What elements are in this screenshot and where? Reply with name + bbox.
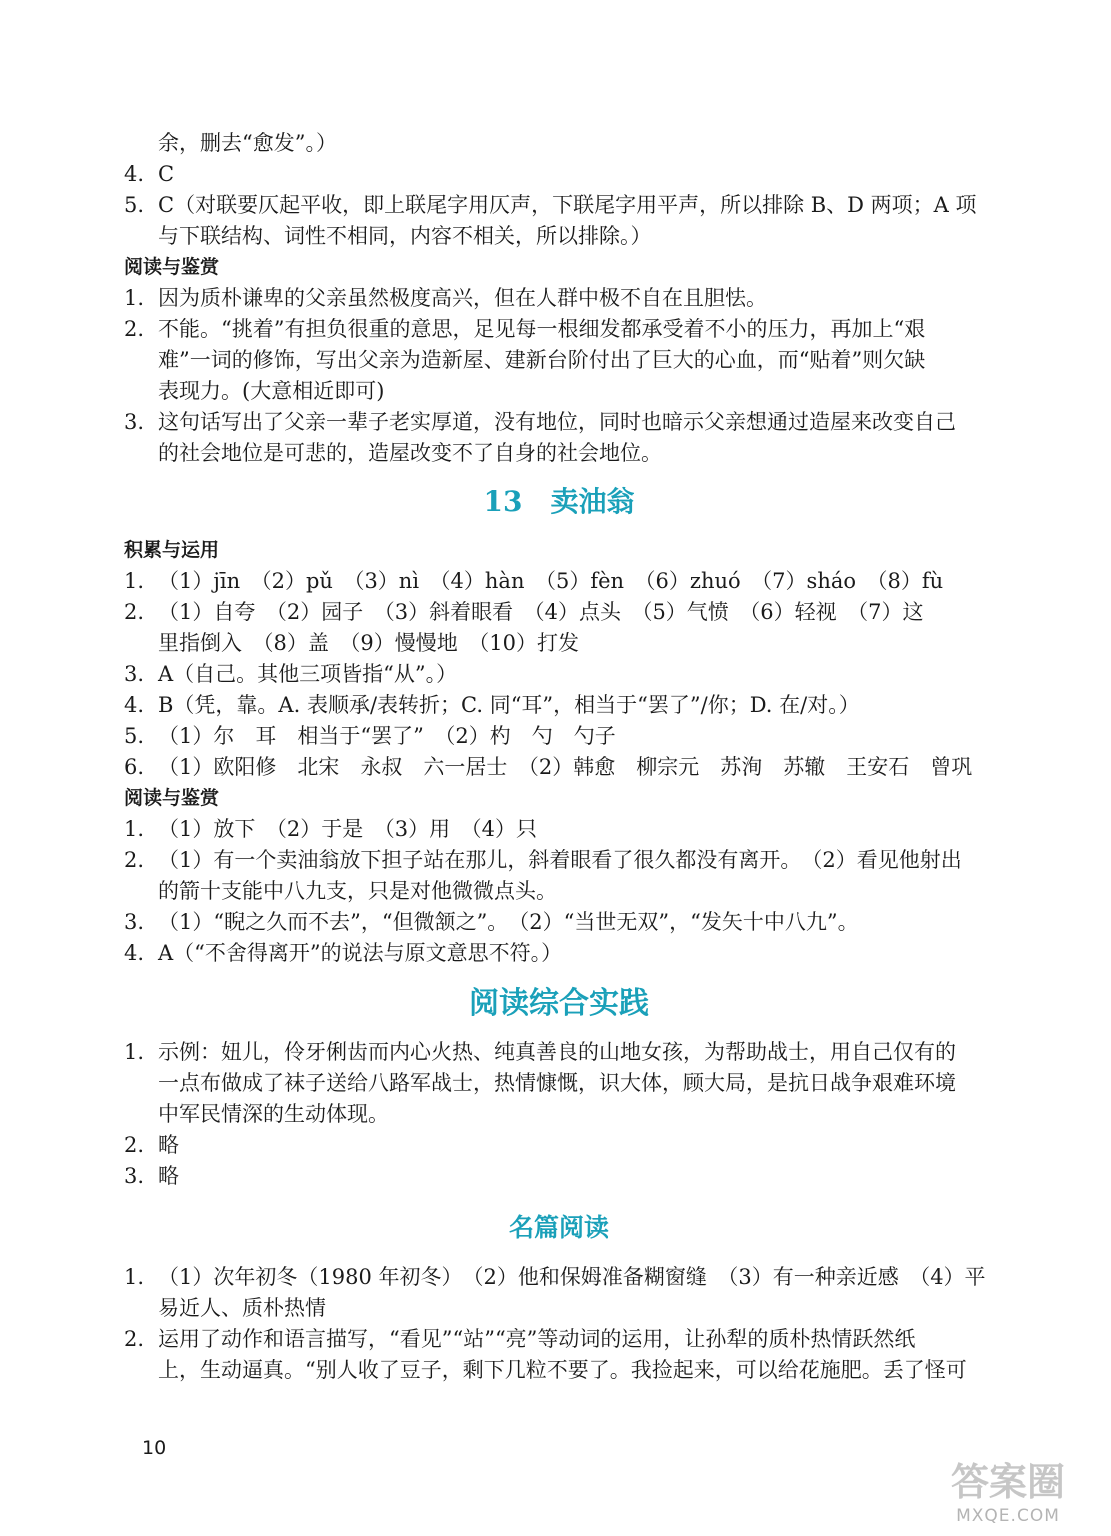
answer-text: A（“不舍得离开”的说法与原文意思不符。） [158, 941, 563, 965]
answer-line [124, 190, 994, 221]
answer-text: 中军民情深的生动体现。 [158, 1102, 389, 1126]
answer-text: （1）次年初冬（1980 年初冬） （2）他和保姆准备糊窗缝 （3）有一种亲近感 （4）平 [158, 1265, 986, 1289]
answer-line [124, 1130, 994, 1161]
answer-text: 这句话写出了父亲一辈子老实厚道，没有地位，同时也暗示父亲想通过造屋来改变自己 [158, 410, 956, 434]
answer-text: 不能。“挑着”有担负很重的意思，足见每一根细发都承受着不小的压力，再加上“艰 [158, 317, 926, 341]
item-number: 3. [124, 662, 145, 686]
reading-answers [124, 283, 994, 469]
answer-text: （1）欧阳修 北宋 永叔 六一居士 （2）韩愈 柳宗元 苏洵 苏辙 王安石 曾巩 [158, 755, 973, 779]
answer-line [124, 1099, 994, 1130]
section-heading-accumulation: 积累与运用 [124, 539, 220, 561]
practice-answers [124, 1037, 994, 1192]
section-heading-reading-2: 阅读与鉴赏 [124, 787, 220, 809]
answer-line [124, 314, 994, 345]
answer-text: 的社会地位是可悲的，造屋改变不了自身的社会地位。 [158, 441, 662, 465]
practice-title: 阅读综合实践 [469, 986, 649, 1021]
item-number: 2. [124, 848, 145, 872]
answer-line [124, 845, 994, 876]
answer-line [124, 814, 994, 845]
answer-line [124, 1355, 994, 1386]
answer-text: （1）尔 耳 相当于“罢了” （2）杓 勺 勺子 [158, 724, 616, 748]
answer-line [124, 376, 994, 407]
item-number: 1. [124, 817, 145, 841]
answer-line [124, 1324, 994, 1355]
answer-line [124, 1068, 994, 1099]
famous-reading-title: 名篇阅读 [508, 1213, 609, 1242]
accumulation-answers [124, 566, 994, 783]
item-number: 3. [124, 910, 145, 934]
answer-text: B（凭，靠。A. 表顺承/表转折；C. 同“耳”，相当于“罢了”/你；D. 在/对。） [158, 693, 860, 717]
answer-line [124, 690, 994, 721]
item-number: 4. [124, 162, 145, 186]
watermark-logo-mark: 答案圈 [950, 1460, 1065, 1504]
answer-line [124, 938, 994, 969]
answer-text: 略 [158, 1164, 179, 1188]
answer-line [124, 876, 994, 907]
answer-line [124, 566, 994, 597]
answer-line [124, 721, 994, 752]
item-number: 3. [124, 1164, 145, 1188]
answer-text: （1）jīn （2）pǔ （3）nì （4）hàn （5）fèn （6）zhuó （7）sháo （8）fù [158, 569, 944, 593]
answer-line [124, 159, 994, 190]
answer-line [124, 597, 994, 628]
answer-line [124, 128, 994, 159]
answer-line [124, 283, 994, 314]
answer-line [124, 659, 994, 690]
answer-line [124, 628, 994, 659]
answer-text: 难”一词的修饰，写出父亲为造新屋、建新台阶付出了巨大的心血，而“贴着”则欠缺 [158, 348, 926, 372]
answer-line [124, 1262, 994, 1293]
item-number: 1. [124, 1265, 145, 1289]
answer-text: 因为质朴谦卑的父亲虽然极度高兴，但在人群中极不自在且胆怯。 [158, 286, 767, 310]
item-number: 6. [124, 755, 145, 779]
answer-text: （1）自夸 （2）园子 （3）斜着眼看 （4）点头 （5）气愤 （6）轻视 （7）这 [158, 600, 924, 624]
continued-answers [124, 128, 994, 252]
answer-line [124, 1293, 994, 1324]
item-number: 5. [124, 724, 145, 748]
item-number: 2. [124, 317, 145, 341]
lesson-title: 13 卖油翁 [483, 485, 635, 518]
answer-line [124, 345, 994, 376]
answer-text: （1）放下 （2）于是 （3）用 （4）只 [158, 817, 537, 841]
section-heading-reading: 阅读与鉴赏 [124, 256, 220, 278]
answer-text: A（自己。其他三项皆指“从”。） [158, 662, 458, 686]
item-number: 2. [124, 1327, 145, 1351]
answer-text: 运用了动作和语言描写，“看见”“站”“亮”等动词的运用，让孙犁的质朴热情跃然纸 [158, 1327, 916, 1351]
watermark-logo [928, 1460, 1088, 1530]
answer-text: （1）“睨之久而不去”，“但微颔之”。 （2）“当世无双”，“发矢十中八九”。 [158, 910, 859, 934]
item-number: 2. [124, 600, 145, 624]
answer-text: C（对联要仄起平收，即上联尾字用仄声，下联尾字用平声，所以排除 B、D 两项；A 项 [158, 193, 977, 217]
famous-reading-answers [124, 1262, 994, 1386]
item-number: 4. [124, 941, 145, 965]
answer-text: 上，生动逼真。“别人收了豆子，剩下几粒不要了。我捡起来，可以给花施肥。丢了怪可 [158, 1358, 967, 1382]
answer-text: 略 [158, 1133, 179, 1157]
answer-text: 易近人、质朴热情 [158, 1296, 326, 1320]
answer-line [124, 407, 994, 438]
answer-text: C [158, 162, 175, 186]
answer-text: 示例：妞儿，伶牙俐齿而内心火热、纯真善良的山地女孩，为帮助战士，用自己仅有的 [158, 1040, 956, 1064]
item-number: 4. [124, 693, 145, 717]
item-number: 1. [124, 569, 145, 593]
answer-line [124, 1161, 994, 1192]
page-number: 10 [142, 1437, 167, 1459]
answer-line [124, 438, 994, 469]
item-number: 1. [124, 286, 145, 310]
item-number: 2. [124, 1133, 145, 1157]
answer-line [124, 752, 994, 783]
answer-text: （1）有一个卖油翁放下担子站在那儿，斜着眼看了很久都没有离开。 （2）看见他射出 [158, 848, 962, 872]
answer-text: 一点布做成了袜子送给八路军战士，热情慷慨，识大体，顾大局，是抗日战争艰难环境 [158, 1071, 956, 1095]
item-number: 5. [124, 193, 145, 217]
answer-line [124, 907, 994, 938]
answer-text: 与下联结构、词性不相同，内容不相关，所以排除。） [158, 224, 652, 248]
answer-text: 的箭十支能中八九支，只是对他微微点头。 [158, 879, 557, 903]
answer-line [124, 1037, 994, 1068]
reading-answers-2 [124, 814, 994, 969]
item-number: 3. [124, 410, 145, 434]
answer-text: 里指倒入 （8）盖 （9）慢慢地 （10）打发 [158, 631, 579, 655]
answer-line [124, 221, 994, 252]
page-content [124, 128, 994, 1386]
watermark-url: MXQE.COM [956, 1506, 1060, 1526]
item-number: 1. [124, 1040, 145, 1064]
answer-text: 表现力。(大意相近即可) [158, 379, 385, 403]
answer-text: 余，删去“愈发”。） [158, 131, 337, 155]
